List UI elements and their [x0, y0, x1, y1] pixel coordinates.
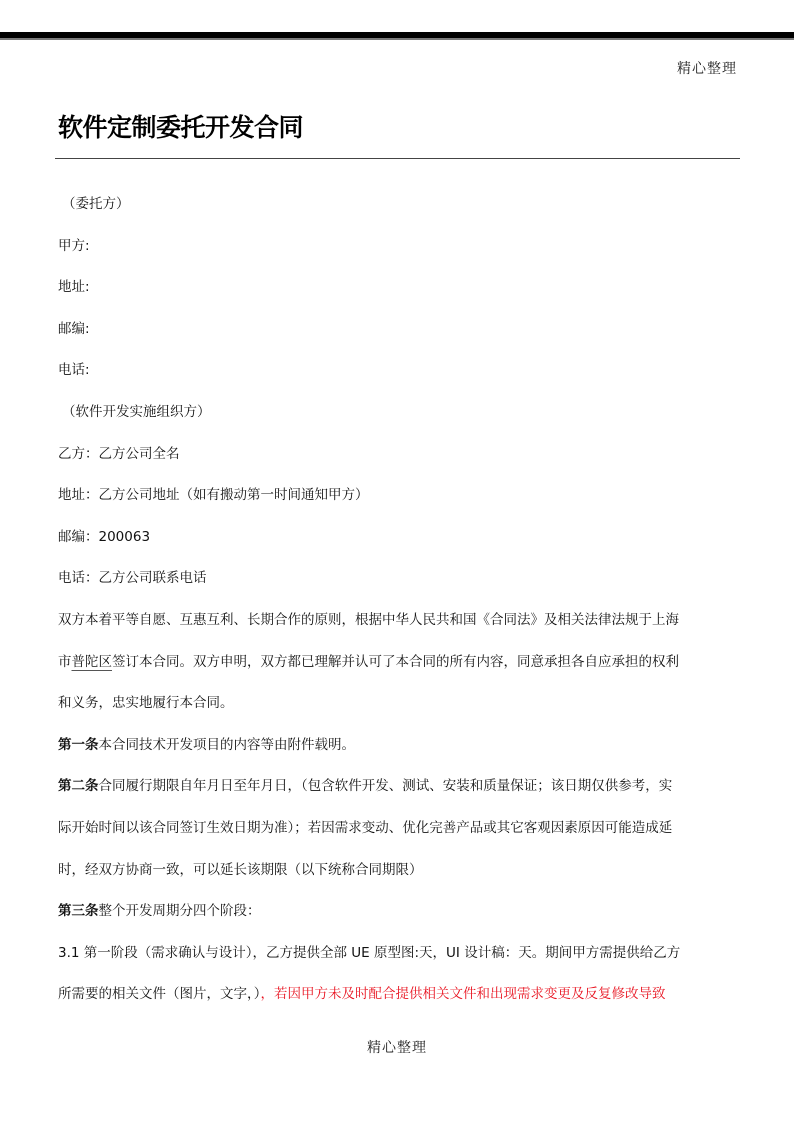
party-b-name-label: 乙方： [58, 445, 99, 462]
party-b-postcode [58, 517, 740, 559]
article-1-text: 本合同技术开发项目的内容等由附件载明。 [98, 736, 355, 753]
article-3 [58, 891, 740, 933]
preamble-line-2 [58, 642, 740, 684]
article-2-line-2: 际开始时间以该合同签订生效日期为准）；若因需求变动、优化完善产品或其它客观因素原因可能造成延 [58, 819, 673, 836]
party-a-name-label: 甲方: [58, 237, 90, 254]
district-underlined: 普陀区 [71, 653, 112, 670]
party-a-role: （委托方） [62, 196, 130, 212]
preamble-line-2-prefix: 市 [58, 653, 72, 670]
party-a-address-label: 地址: [58, 279, 90, 296]
party-b-postcode-label: 邮编： [58, 528, 99, 545]
party-b-name [58, 434, 740, 476]
article-2-text-1: 合同履行期限自年月日至年月日，（包含软件开发、测试、安装和质量保证；该日期仅供参考，实 [98, 778, 673, 795]
party-b-postcode-value: 200063 [98, 528, 151, 545]
document-body [58, 184, 740, 1016]
header-note: 精心整理 [677, 61, 737, 77]
title-divider [55, 158, 740, 159]
preamble-line-2-rest: 签订本合同。双方申明，双方都已理解并认可了本合同的所有内容，同意承担各自应承担的权利 [112, 653, 679, 670]
footer-note: 精心整理 [367, 1040, 427, 1056]
party-b-phone-label: 电话： [58, 570, 99, 587]
party-b-phone-value: 乙方公司联系电话 [98, 570, 207, 587]
article-1 [58, 725, 740, 767]
clause-3-1-text: 所需要的相关文件（图片，文字，） [58, 986, 261, 1003]
article-2-heading: 第二条 [58, 778, 99, 795]
article-3-heading: 第三条 [58, 903, 99, 920]
preamble-line-1: 双方本着平等自愿、互惠互利、长期合作的原则，根据中华人民共和国《合同法》及相关法律法规于上海 [58, 611, 679, 628]
article-3-text: 整个开发周期分四个阶段： [98, 903, 261, 920]
clause-3-1-line-1: 3.1 第一阶段（需求确认与设计），乙方提供全部 UE 原型图:天，UI 设计稿：天。期间甲方需提供给乙方 [58, 944, 681, 961]
article-1-heading: 第一条 [58, 736, 99, 753]
party-b-address-label: 地址： [58, 487, 99, 504]
party-b-phone [58, 558, 740, 600]
clause-3-1-highlight: ，若因甲方未及时配合提供相关文件和出现需求变更及反复修改导致 [260, 986, 666, 1003]
party-a-postcode-label: 邮编: [58, 320, 90, 337]
party-b-address [58, 475, 740, 517]
article-2-line-1 [58, 766, 740, 808]
party-b-address-value: 乙方公司地址（如有搬动第一时间通知甲方） [98, 487, 369, 504]
preamble-line-3: 和义务，忠实地履行本合同。 [58, 695, 234, 712]
party-b-name-value: 乙方公司全名 [98, 445, 180, 462]
header-rule [0, 32, 794, 40]
party-b-role: （软件开发实施组织方） [62, 403, 211, 420]
clause-3-1-line-2 [58, 974, 740, 1016]
document-title: 软件定制委托开发合同 [58, 113, 304, 142]
party-a-phone-label: 电话: [58, 362, 90, 379]
article-2-line-3: 时，经双方协商一致，可以延长该期限（以下统称合同期限） [58, 861, 423, 878]
